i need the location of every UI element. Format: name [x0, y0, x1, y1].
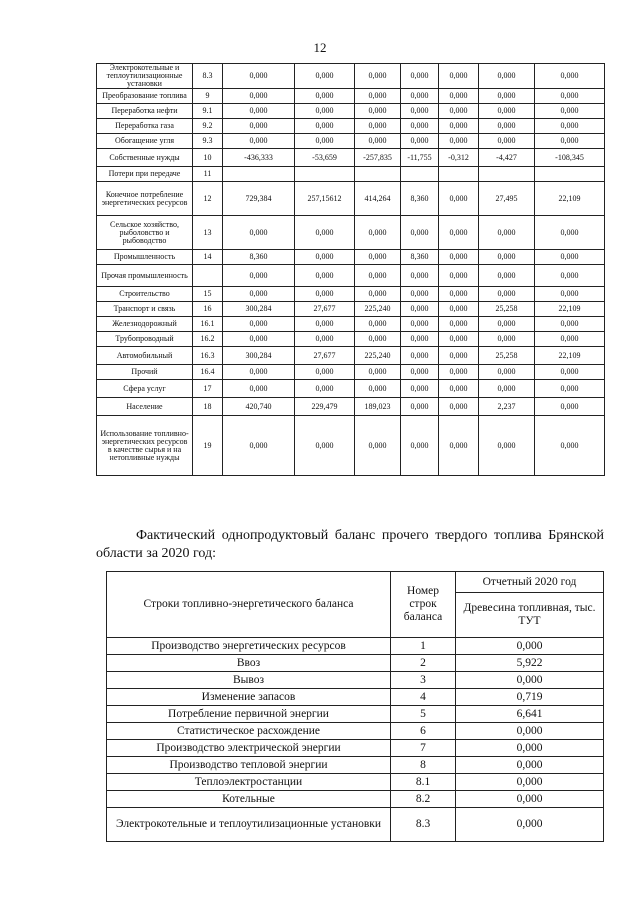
cell-value: 25,258	[479, 302, 535, 317]
cell-value: 0,000	[439, 104, 479, 119]
cell-value: 0,000	[295, 317, 355, 332]
cell-value: -11,755	[401, 149, 439, 167]
cell-value: 0,000	[355, 104, 401, 119]
cell-value: 0,000	[535, 332, 605, 347]
cell-value: 27,677	[295, 302, 355, 317]
cell-value: 0,719	[456, 689, 604, 706]
cell-value: 0,000	[439, 287, 479, 302]
cell-value: 8,360	[223, 250, 295, 265]
table-row	[97, 398, 605, 416]
row-number: 6	[391, 723, 456, 740]
cell-value: 0,000	[355, 265, 401, 287]
cell-value: 0,000	[295, 119, 355, 134]
cell-value: 0,000	[401, 287, 439, 302]
cell-value	[223, 167, 295, 182]
table-row	[107, 740, 604, 757]
cell-value: 0,000	[535, 119, 605, 134]
cell-value: 0,000	[535, 134, 605, 149]
col-header-fuel-wood: Древесина топливная, тыс. ТУТ	[456, 593, 604, 638]
row-number: 15	[193, 287, 223, 302]
row-label: Электрокотельные и теплоутилизационные установки	[97, 64, 193, 89]
solid-fuel-balance-table	[106, 571, 604, 842]
row-label: Население	[97, 398, 193, 416]
row-label: Прочая промышленность	[97, 265, 193, 287]
cell-value: 0,000	[223, 134, 295, 149]
cell-value: 225,240	[355, 347, 401, 365]
cell-value: -4,427	[479, 149, 535, 167]
table-row	[107, 689, 604, 706]
cell-value: 6,641	[456, 706, 604, 723]
cell-value: 27,495	[479, 182, 535, 216]
row-number: 10	[193, 149, 223, 167]
table-row	[97, 64, 605, 89]
cell-value: 0,000	[223, 365, 295, 380]
cell-value: 0,000	[439, 216, 479, 250]
row-label: Производство энергетических ресурсов	[107, 638, 391, 655]
table-row	[107, 808, 604, 842]
table-row	[97, 104, 605, 119]
page-number: 12	[313, 40, 327, 55]
cell-value: 0,000	[439, 332, 479, 347]
cell-value: 0,000	[535, 380, 605, 398]
cell-value: 0,000	[295, 216, 355, 250]
cell-value: -53,659	[295, 149, 355, 167]
cell-value: 0,000	[401, 317, 439, 332]
row-number: 16.3	[193, 347, 223, 365]
row-number: 13	[193, 216, 223, 250]
balance-heading: Фактический однопродуктовый баланс прочего твердого топлива Брянской области за 2020 год:	[96, 528, 604, 561]
cell-value: 0,000	[479, 119, 535, 134]
row-label: Собственные нужды	[97, 149, 193, 167]
table-row	[97, 89, 605, 104]
cell-value: 0,000	[223, 89, 295, 104]
row-number: 9.1	[193, 104, 223, 119]
cell-value: 0,000	[479, 287, 535, 302]
cell-value: 0,000	[479, 216, 535, 250]
row-number: 9.3	[193, 134, 223, 149]
cell-value: 0,000	[456, 808, 604, 842]
table-row	[97, 287, 605, 302]
cell-value: 8,360	[401, 250, 439, 265]
row-number: 1	[391, 638, 456, 655]
cell-value: 0,000	[295, 265, 355, 287]
cell-value: 0,000	[456, 740, 604, 757]
cell-value: 0,000	[401, 104, 439, 119]
cell-value: 729,384	[223, 182, 295, 216]
row-number: 2	[391, 655, 456, 672]
cell-value: 0,000	[401, 332, 439, 347]
table-row	[97, 347, 605, 365]
cell-value: 0,000	[535, 416, 605, 476]
cell-value: 0,000	[355, 216, 401, 250]
cell-value: 0,000	[439, 64, 479, 89]
table-row	[97, 416, 605, 476]
cell-value: 0,000	[479, 380, 535, 398]
cell-value: 0,000	[295, 380, 355, 398]
cell-value: 0,000	[535, 265, 605, 287]
cell-value: 0,000	[401, 216, 439, 250]
cell-value: 0,000	[295, 416, 355, 476]
table-row	[107, 638, 604, 655]
cell-value: 0,000	[401, 119, 439, 134]
cell-value: 0,000	[401, 64, 439, 89]
cell-value: 300,284	[223, 302, 295, 317]
cell-value: -257,835	[355, 149, 401, 167]
row-label: Переработка нефти	[97, 104, 193, 119]
cell-value: 0,000	[439, 250, 479, 265]
cell-value: 22,109	[535, 182, 605, 216]
cell-value: 0,000	[439, 317, 479, 332]
cell-value: 0,000	[401, 347, 439, 365]
cell-value: 25,258	[479, 347, 535, 365]
cell-value: -108,345	[535, 149, 605, 167]
cell-value: 0,000	[355, 64, 401, 89]
cell-value: 0,000	[439, 89, 479, 104]
row-label: Потери при передаче	[97, 167, 193, 182]
row-number: 19	[193, 416, 223, 476]
row-label: Производство электрической энергии	[107, 740, 391, 757]
cell-value: 0,000	[535, 104, 605, 119]
cell-value: 0,000	[479, 89, 535, 104]
table-row	[107, 706, 604, 723]
table-row	[107, 655, 604, 672]
cell-value: 0,000	[439, 380, 479, 398]
row-number: 14	[193, 250, 223, 265]
table-row	[97, 167, 605, 182]
row-label: Трубопроводный	[97, 332, 193, 347]
cell-value: 0,000	[295, 250, 355, 265]
row-label: Промышленность	[97, 250, 193, 265]
cell-value: 0,000	[401, 398, 439, 416]
row-label: Строительство	[97, 287, 193, 302]
table-row	[97, 250, 605, 265]
cell-value: 0,000	[355, 317, 401, 332]
table-row	[97, 134, 605, 149]
cell-value: 0,000	[456, 791, 604, 808]
cell-value: 0,000	[223, 317, 295, 332]
table-row	[107, 723, 604, 740]
cell-value: 0,000	[295, 64, 355, 89]
cell-value: 0,000	[223, 380, 295, 398]
cell-value: 0,000	[479, 134, 535, 149]
col-header-line-number: Номер строк баланса	[391, 572, 456, 638]
cell-value: 0,000	[223, 287, 295, 302]
cell-value: 0,000	[535, 287, 605, 302]
row-label: Автомобильный	[97, 347, 193, 365]
cell-value: 0,000	[479, 250, 535, 265]
row-number: 8.2	[391, 791, 456, 808]
cell-value: 0,000	[401, 89, 439, 104]
cell-value: 0,000	[456, 774, 604, 791]
cell-value: 0,000	[535, 89, 605, 104]
cell-value: 0,000	[223, 265, 295, 287]
cell-value	[439, 167, 479, 182]
cell-value	[535, 167, 605, 182]
row-number: 9.2	[193, 119, 223, 134]
row-label: Ввоз	[107, 655, 391, 672]
cell-value	[479, 167, 535, 182]
cell-value: 0,000	[295, 134, 355, 149]
row-number: 9	[193, 89, 223, 104]
cell-value	[355, 167, 401, 182]
cell-value: 5,922	[456, 655, 604, 672]
table-row	[97, 265, 605, 287]
row-label: Транспорт и связь	[97, 302, 193, 317]
row-label: Вывоз	[107, 672, 391, 689]
cell-value: 0,000	[223, 104, 295, 119]
cell-value: 229,479	[295, 398, 355, 416]
row-label: Сельское хозяйство, рыболовство и рыбоводство	[97, 216, 193, 250]
row-label: Железнодорожный	[97, 317, 193, 332]
cell-value: 0,000	[223, 119, 295, 134]
row-number	[193, 265, 223, 287]
table-row	[97, 380, 605, 398]
cell-value: 0,000	[355, 89, 401, 104]
table-row	[107, 757, 604, 774]
cell-value: 0,000	[479, 317, 535, 332]
table-row	[97, 302, 605, 317]
cell-value: 0,000	[355, 287, 401, 302]
cell-value: 0,000	[401, 302, 439, 317]
row-number: 8	[391, 757, 456, 774]
row-label: Использование топливно-энергетических ресурсов в качестве сырья и на нетопливные нужды	[97, 416, 193, 476]
cell-value: 420,740	[223, 398, 295, 416]
row-label: Электрокотельные и теплоутилизационные установки	[107, 808, 391, 842]
row-number: 17	[193, 380, 223, 398]
cell-value: 0,000	[479, 332, 535, 347]
row-label: Обогащение угля	[97, 134, 193, 149]
cell-value: 0,000	[223, 416, 295, 476]
cell-value: 0,000	[439, 119, 479, 134]
cell-value: 0,000	[401, 380, 439, 398]
row-number: 16.4	[193, 365, 223, 380]
row-number: 7	[391, 740, 456, 757]
table-row	[107, 672, 604, 689]
cell-value: 0,000	[439, 347, 479, 365]
table-row	[97, 119, 605, 134]
cell-value: 0,000	[535, 64, 605, 89]
cell-value: 27,677	[295, 347, 355, 365]
cell-value: 0,000	[439, 398, 479, 416]
cell-value: 0,000	[479, 64, 535, 89]
cell-value: 0,000	[439, 416, 479, 476]
cell-value: 0,000	[401, 265, 439, 287]
cell-value: 0,000	[535, 250, 605, 265]
cell-value: 0,000	[439, 265, 479, 287]
cell-value: 8,360	[401, 182, 439, 216]
cell-value: 0,000	[355, 250, 401, 265]
col-header-period: Отчетный 2020 год	[456, 572, 604, 593]
row-label: Прочий	[97, 365, 193, 380]
col-header-balance-lines: Строки топливно-энергетического баланса	[107, 572, 391, 638]
table-row	[97, 149, 605, 167]
row-number: 12	[193, 182, 223, 216]
table-row	[97, 365, 605, 380]
cell-value: 0,000	[355, 380, 401, 398]
cell-value: 0,000	[439, 134, 479, 149]
cell-value: 0,000	[456, 638, 604, 655]
cell-value: 0,000	[295, 365, 355, 380]
cell-value: 0,000	[295, 332, 355, 347]
row-label: Производство тепловой энергии	[107, 757, 391, 774]
cell-value: 0,000	[479, 416, 535, 476]
cell-value: 0,000	[535, 216, 605, 250]
cell-value: 0,000	[535, 317, 605, 332]
cell-value: 0,000	[456, 723, 604, 740]
row-number: 5	[391, 706, 456, 723]
row-label: Переработка газа	[97, 119, 193, 134]
cell-value: 0,000	[439, 365, 479, 380]
cell-value: 0,000	[479, 265, 535, 287]
row-label: Потребление первичной энергии	[107, 706, 391, 723]
cell-value: 0,000	[355, 119, 401, 134]
table-row	[97, 332, 605, 347]
cell-value	[401, 167, 439, 182]
row-label: Теплоэлектростанции	[107, 774, 391, 791]
table-row	[107, 791, 604, 808]
row-label: Преобразование топлива	[97, 89, 193, 104]
cell-value: 0,000	[401, 365, 439, 380]
row-label: Изменение запасов	[107, 689, 391, 706]
row-number: 16.2	[193, 332, 223, 347]
row-number: 8.3	[193, 64, 223, 89]
cell-value: 257,15612	[295, 182, 355, 216]
row-number: 11	[193, 167, 223, 182]
cell-value: -436,333	[223, 149, 295, 167]
cell-value: 0,000	[479, 365, 535, 380]
row-label: Котельные	[107, 791, 391, 808]
cell-value: 189,023	[355, 398, 401, 416]
row-number: 8.1	[391, 774, 456, 791]
row-number: 16	[193, 302, 223, 317]
cell-value: 0,000	[456, 757, 604, 774]
cell-value: 0,000	[355, 416, 401, 476]
row-number: 18	[193, 398, 223, 416]
cell-value: 0,000	[355, 134, 401, 149]
cell-value	[295, 167, 355, 182]
table-row	[97, 317, 605, 332]
cell-value: 0,000	[355, 332, 401, 347]
energy-balance-table-continued	[96, 63, 605, 476]
cell-value: 0,000	[401, 134, 439, 149]
row-label: Сфера услуг	[97, 380, 193, 398]
cell-value: 2,237	[479, 398, 535, 416]
cell-value: 0,000	[295, 104, 355, 119]
cell-value: 0,000	[355, 365, 401, 380]
cell-value: 300,284	[223, 347, 295, 365]
cell-value: 225,240	[355, 302, 401, 317]
table-row	[97, 182, 605, 216]
cell-value: 0,000	[223, 216, 295, 250]
cell-value: 22,109	[535, 302, 605, 317]
row-number: 16.1	[193, 317, 223, 332]
cell-value: 0,000	[479, 104, 535, 119]
cell-value: 0,000	[439, 302, 479, 317]
row-number: 8.3	[391, 808, 456, 842]
table-row	[107, 774, 604, 791]
cell-value: 0,000	[535, 398, 605, 416]
cell-value: 0,000	[295, 89, 355, 104]
cell-value: 0,000	[439, 182, 479, 216]
row-label: Статистическое расхождение	[107, 723, 391, 740]
cell-value: 0,000	[535, 365, 605, 380]
cell-value: 0,000	[223, 64, 295, 89]
cell-value: 414,264	[355, 182, 401, 216]
cell-value: 22,109	[535, 347, 605, 365]
cell-value: 0,000	[295, 287, 355, 302]
cell-value: 0,000	[401, 416, 439, 476]
cell-value: -0,312	[439, 149, 479, 167]
row-label: Конечное потребление энергетических ресурсов	[97, 182, 193, 216]
row-number: 3	[391, 672, 456, 689]
row-number: 4	[391, 689, 456, 706]
cell-value: 0,000	[223, 332, 295, 347]
table-row	[97, 216, 605, 250]
cell-value: 0,000	[456, 672, 604, 689]
